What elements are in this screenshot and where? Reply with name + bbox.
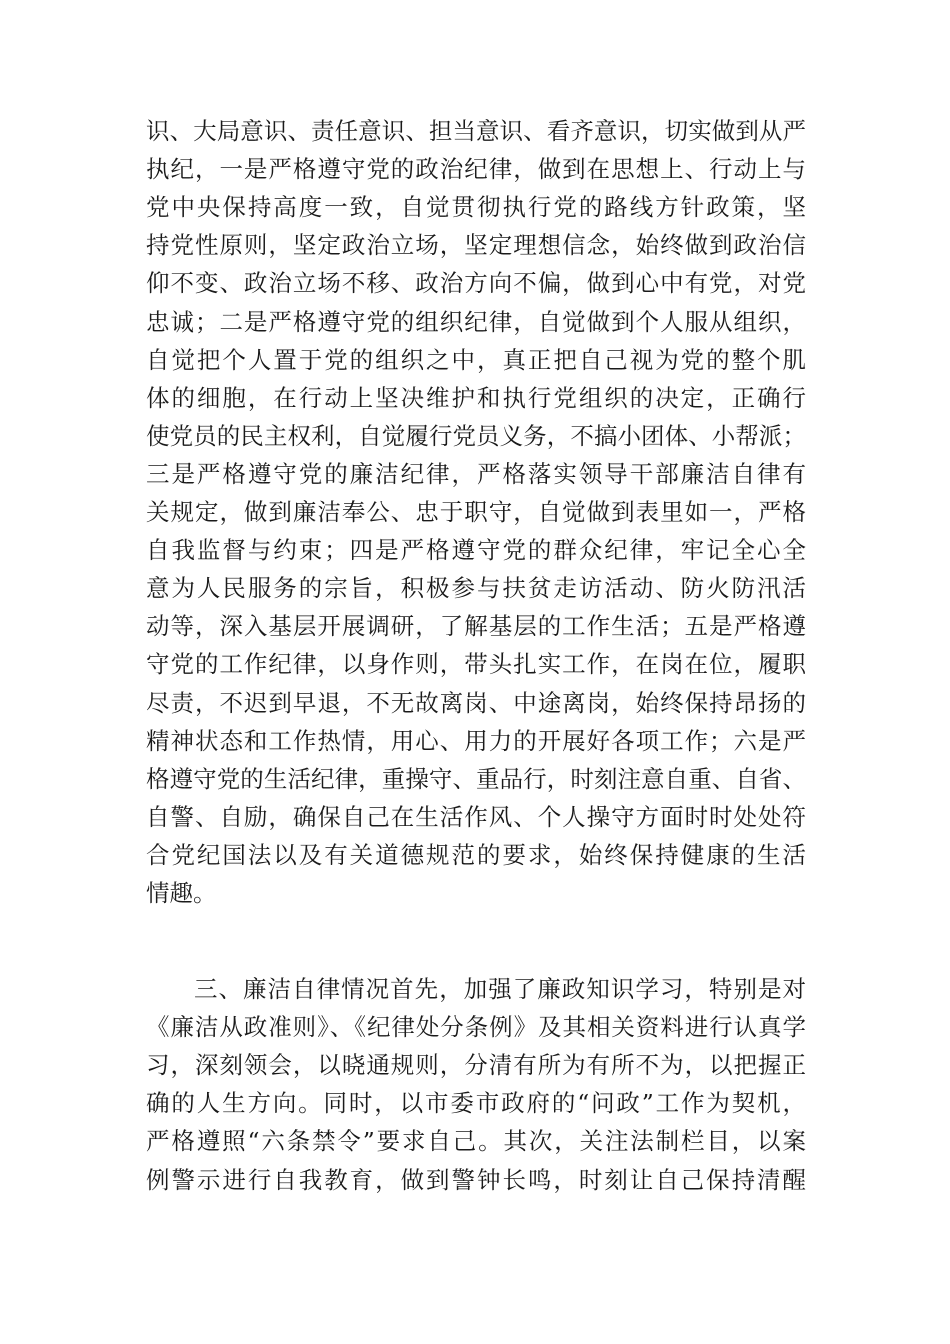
text-line: 识、大局意识、责任意识、担当意识、看齐意识，切实做到从严: [146, 117, 806, 145]
text-line: 三是严格遵守党的廉洁纪律，严格落实领导干部廉洁自律有: [146, 459, 806, 488]
text-line: 意为人民服务的宗旨，积极参与扶贫走访活动、防火防汛活: [146, 574, 806, 603]
text-line: 持党性原则，坚定政治立场，坚定理想信念，始终做到政治信: [146, 231, 806, 260]
text-line: 体的细胞，在行动上坚决维护和执行党组织的决定，正确行: [146, 383, 806, 412]
text-line: 忠诚；二是严格遵守党的组织纪律，自觉做到个人服从组织，: [146, 307, 806, 336]
text-line: 动等，深入基层开展调研，了解基层的工作生活；五是严格遵: [146, 612, 806, 641]
text-line: 严格遵照“六条禁令”要求自己。其次，关注法制栏目，以案: [146, 1127, 806, 1156]
text-line: 情趣。: [146, 879, 217, 907]
text-line: 精神状态和工作热情，用心、用力的开展好各项工作；六是严: [146, 726, 806, 755]
text-line: 自警、自励，确保自己在生活作风、个人操守方面时时处处符: [146, 802, 806, 831]
text-line: 仰不变、政治立场不移、政治方向不偏，做到心中有党，对党: [146, 269, 806, 298]
text-line: 使党员的民主权利，自觉履行党员义务，不搞小团体、小帮派；: [146, 421, 806, 450]
text-line: 党中央保持高度一致，自觉贯彻执行党的路线方针政策，坚: [146, 193, 806, 222]
text-line: 守党的工作纪律，以身作则，带头扎实工作，在岗在位，履职: [146, 650, 806, 679]
text-line: 执纪，一是严格遵守党的政治纪律，做到在思想上、行动上与: [146, 155, 806, 184]
text-line: 《廉洁从政准则》、《纪律处分条例》及其相关资料进行认真学: [146, 1013, 806, 1042]
text-line: 习，深刻领会，以晓通规则，分清有所为有所不为，以把握正: [146, 1051, 806, 1080]
text-line: 确的人生方向。同时，以市委市政府的“问政”工作为契机，: [146, 1089, 806, 1118]
text-line: 合党纪国法以及有关道德规范的要求，始终保持健康的生活: [146, 840, 806, 869]
text-line: 自觉把个人置于党的组织之中，真正把自己视为党的整个肌: [146, 345, 806, 374]
text-line: 格遵守党的生活纪律，重操守、重品行，时刻注意自重、自省、: [146, 764, 806, 793]
text-line: 自我监督与约束；四是严格遵守党的群众纪律，牢记全心全: [146, 536, 806, 565]
text-line: 尽责，不迟到早退，不无故离岗、中途离岗，始终保持昂扬的: [146, 688, 806, 717]
text-line: 例警示进行自我教育，做到警钟长鸣，时刻让自己保持清醒: [146, 1165, 806, 1194]
text-line: 关规定，做到廉洁奉公、忠于职守，自觉做到表里如一，严格: [146, 498, 806, 526]
text-line: 三、廉洁自律情况首先，加强了廉政知识学习，特别是对: [194, 975, 806, 1003]
